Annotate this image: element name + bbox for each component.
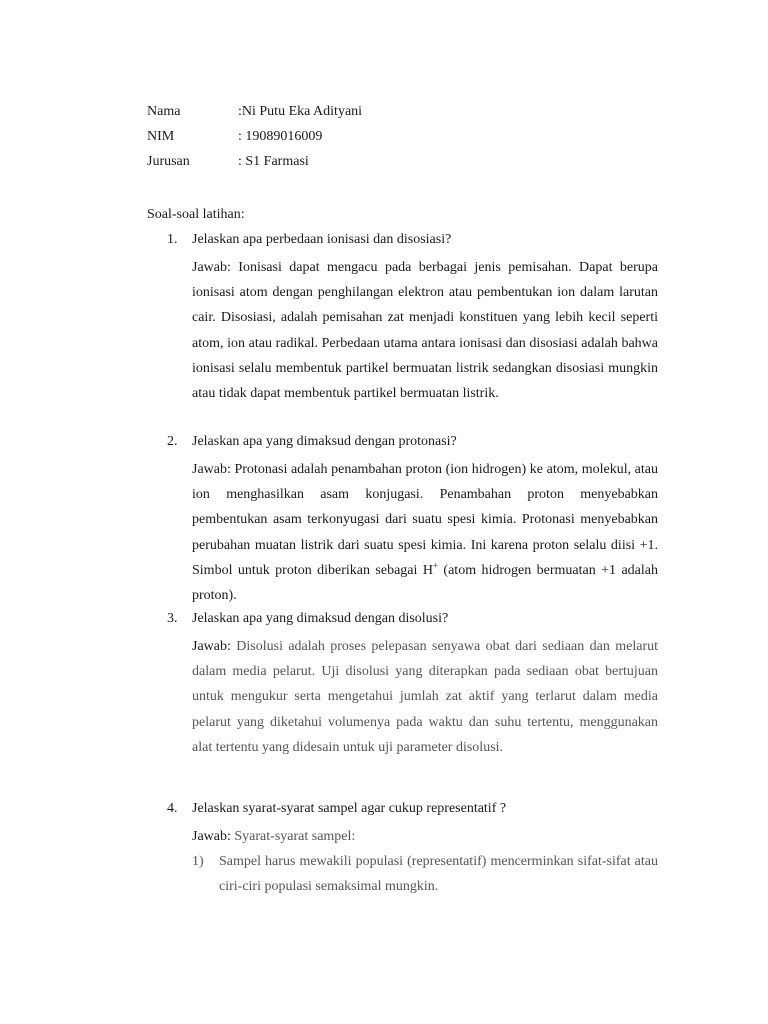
identity-row-nama — [147, 102, 362, 127]
question-text: Jelaskan apa yang dimaksud dengan disolusi? — [192, 611, 449, 626]
identity-value: : 19089016009 — [238, 129, 323, 144]
question-number: 1. — [167, 232, 178, 247]
identity-row-nim — [147, 127, 362, 152]
question-line — [167, 432, 658, 457]
question-3 — [167, 609, 658, 760]
answer-tail: (atom hidrogen bermuatan +1 adalah proton). — [192, 562, 659, 604]
question-text: Jelaskan syarat-syarat sampel agar cukup representatif ? — [192, 801, 507, 816]
question-text: Jelaskan apa yang dimaksud dengan protonasi? — [192, 434, 457, 449]
answer-text: Jawab: Ionisasi dapat mengacu pada berbagai jenis pemisahan. Dapat berupa ionisasi atom dengan penghilangan elektron atau pembentukan ion dalam larutan cair. Disosiasi, adalah pemisahan zat menjadi konstituen yang lebih kecil seperti atom, ion atau radikal. Perbedaan utama antara ionisasi dan disosiasi adalah bahwa ionisasi selalu membentuk partikel bermuatan listrik sedangkan disosiasi mungkin atau tidak dapat membentuk partikel bermuatan listrik. — [192, 260, 658, 402]
answer-text — [192, 824, 658, 849]
question-4 — [167, 799, 658, 900]
question-number: 4. — [167, 801, 178, 816]
identity-value: :Ni Putu Eka Adityani — [238, 104, 363, 119]
identity-row-jurusan — [147, 152, 362, 177]
identity-value: : S1 Farmasi — [238, 154, 309, 169]
sub-item-number: 1) — [192, 854, 204, 870]
sub-list — [192, 849, 658, 899]
answer-main: Jawab: Protonasi adalah penambahan proton (ion hidrogen) ke atom, molekul, atau ion menghasilkan asam konjugasi. Penambahan proton menyebabkan pembentukan asam terkonyugasi dari suatu spesi kimia. Protonasi menyebabkan perubahan muatan listrik dari suatu spesi kimia. Ini karena proton selalu diisi +1. Simbol untuk proton diberikan sebagai — [192, 462, 658, 578]
section-intro: Soal-soal latihan: — [147, 207, 245, 222]
answer-body: Syarat-syarat sampel: — [230, 829, 356, 844]
identity-block — [147, 102, 362, 177]
question-line — [167, 230, 658, 255]
proton-symbol: H — [422, 562, 433, 578]
proton-charge: + — [432, 560, 439, 571]
question-number: 3. — [167, 611, 178, 626]
identity-label: Jurusan — [147, 154, 190, 169]
answer-label: Jawab: — [192, 639, 231, 654]
question-2 — [167, 432, 658, 608]
question-line — [167, 609, 658, 634]
question-line — [167, 799, 658, 824]
question-number: 2. — [167, 434, 178, 449]
answer-label: Jawab: — [192, 829, 231, 844]
identity-label: Nama — [147, 104, 181, 119]
answer-text — [192, 634, 658, 760]
identity-label: NIM — [147, 129, 175, 144]
question-1 — [167, 230, 658, 406]
question-text: Jelaskan apa perbedaan ionisasi dan disosiasi? — [192, 232, 452, 247]
sub-item-text: Sampel harus mewakili populasi (representatif) mencerminkan sifat-sifat atau ciri-ciri populasi semaksimal mungkin. — [219, 854, 658, 895]
answer-body: Disolusi adalah proses pelepasan senyawa obat dari sediaan dan melarut dalam media pelarut. Uji disolusi yang diterapkan pada sediaan obat bertujuan untuk mengukur serta mengetahui jumlah zat aktif yang terlarut dalam media pelarut yang diketahui volumenya pada waktu dan suhu tertentu, menggunakan alat tertentu yang didesain untuk uji parameter disolusi. — [192, 639, 658, 755]
list-item — [192, 849, 658, 899]
answer-text — [192, 457, 658, 608]
